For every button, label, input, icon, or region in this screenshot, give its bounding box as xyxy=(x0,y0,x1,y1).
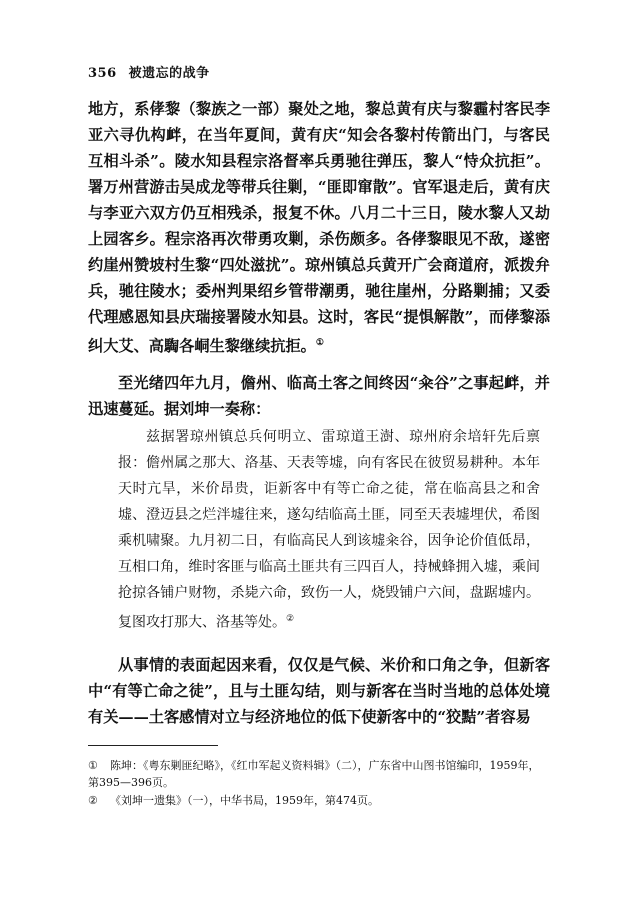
running-header xyxy=(88,62,210,81)
block-quote-text: 兹据署琼州镇总兵何明立、雷琼道王澍、琼州府余培轩先后禀报：儋州属之那大、洛基、天表等墟，向有客民在彼贸易耕种。本年天时亢旱，米价昂贵，讵新客中有等亡命之徒，常在临高县之和舍墟、澄迈县之烂泮墟往来，遂勾结临高土匪，同至天表墟埋伏，希图乘机啸聚。九月初二日，有临高民人到该墟籴谷，因争论价值低昂，互相口角，维时客匪与临高土匪共有三四百人，持械蜂拥入墟，乘间抢掠各铺户财物，杀毙六命，致伤一人，烧毁铺户六间，盘踞墟内。复图攻打那大、洛基等处。 xyxy=(118,429,540,631)
paragraph-1-text: 地方，系侾黎（黎族之一部）聚处之地，黎总黄有庆与黎霾村客民李亚六寻仇构衅，在当年夏间，黄有庆“知会各黎村传箭出门，与客民互相斗杀”。陵水知县程宗洛督率兵勇驰往弹压，黎人“恃众抗拒”。署万州营游击吴成龙等带兵往剿，“匪即窜散”。官军退走后，黄有庆与李亚六双方仍互相残杀，报复不休。八月二十三日，陵水黎人又劫上园客乡。程宗洛再次带勇攻剿，杀伤颇多。各侾黎眼见不敌，遂密约崖州赞坡村生黎“四处滋扰”。琼州镇总兵黄开广会商道府，派拨弁兵，驰往陵水；委州判果绍乡管带潮勇，驰往崖州，分路剿捕；又委代理感恩知县庆瑞接署陵水知县。这时，客民“提惧解散”，而侾黎添纠大艾、高騊各峒生黎继续抗拒。 xyxy=(88,100,550,356)
page-number: 356 xyxy=(88,66,117,81)
footnote-2-mark: ② xyxy=(88,794,98,807)
footnote-1-text: 陈坤：《粤东剿匪纪略》，《红巾军起义资料辑》（二），广东省中山图书馆编印，1959年，第395—396页。 xyxy=(88,759,540,789)
footnote-ref-2: ② xyxy=(286,614,295,624)
footnote-2 xyxy=(88,792,550,809)
paragraph-3: 从事情的表面起因来看，仅仅是气候、米价和口角之争，但新客中“有等亡命之徒”，且与土匪勾结，则与新客在当时当地的总体处境有关——土客感情对立与经济地位的低下使新客中的“狡黠”者容易 xyxy=(88,656,550,726)
footnote-divider xyxy=(88,745,218,746)
footnote-1 xyxy=(88,757,550,791)
footnote-2-text: 《刘坤一遗集》（一），中华书局，1959年，第474页。 xyxy=(110,794,379,807)
block-quote xyxy=(118,424,540,636)
footnote-1-mark: ① xyxy=(88,759,98,772)
footnote-ref-1: ① xyxy=(315,338,324,348)
paragraph-1 xyxy=(88,96,550,359)
paragraph-2: 至光绪四年九月，儋州、临高土客之间终因“籴谷”之事起衅，并迅速蔓延。据刘坤一奏称： xyxy=(88,374,550,418)
book-title: 被遗忘的战争 xyxy=(128,66,210,81)
